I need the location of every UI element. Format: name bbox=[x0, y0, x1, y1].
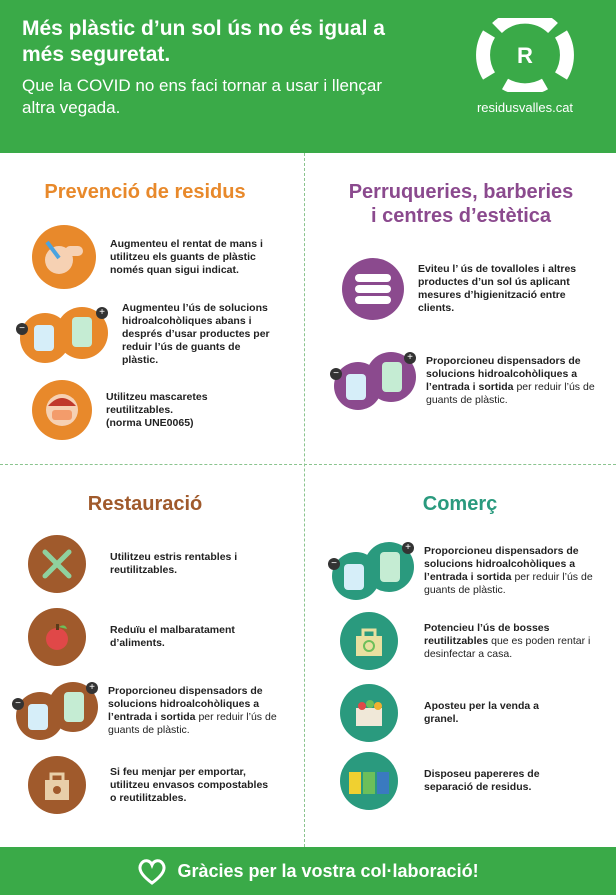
list-item bbox=[16, 302, 292, 367]
item-text: Disposeu papereres de separació de residus. bbox=[424, 768, 540, 793]
item-text-bold: Potencieu l’ús de bosses reutilitzables bbox=[424, 621, 550, 647]
item-text bbox=[426, 355, 598, 407]
sanitizer-gloves-icon: − + bbox=[12, 680, 98, 742]
site-url[interactable]: residusvalles.cat bbox=[476, 100, 574, 115]
list-item bbox=[328, 540, 612, 602]
item-text: Eviteu l’ ús de tovalloles i altres productes d’un sol ús aplicant mesures d’higienització entre clients. bbox=[418, 263, 577, 314]
apple-icon bbox=[28, 608, 86, 666]
section-title-prevencio: Prevenció de residus bbox=[44, 181, 246, 203]
svg-text:R: R bbox=[517, 43, 533, 68]
list-item bbox=[28, 535, 298, 593]
list-item bbox=[342, 258, 606, 320]
item-text: Utilitzeu mascaretes reutilitzables. bbox=[106, 390, 208, 416]
list-item bbox=[28, 608, 298, 666]
list-item bbox=[32, 225, 292, 289]
footer-text: Gràcies per la vostra col·laboració! bbox=[177, 860, 479, 881]
list-item bbox=[12, 680, 302, 742]
sanitizer-gloves-icon: − + bbox=[328, 540, 414, 602]
section-title-comerc: Comerç bbox=[422, 493, 498, 515]
header-banner bbox=[0, 0, 616, 153]
divider-vertical bbox=[304, 153, 305, 847]
list-item bbox=[340, 684, 610, 742]
list-item bbox=[32, 380, 292, 440]
towels-icon bbox=[342, 258, 404, 320]
item-text-rest: que es poden rentar i desinfectar a casa. bbox=[424, 634, 591, 660]
item-text: Aposteu per la venda a granel. bbox=[424, 700, 539, 725]
item-text: Utilitzeu estris rentables i reutilitzables. bbox=[110, 551, 238, 576]
sanitizer-gloves-icon: − + bbox=[330, 350, 416, 412]
section-title-restauracio: Restauració bbox=[87, 493, 203, 515]
item-text-bold: Proporcioneu dispensadors de solucions hidroalcohòliques a l’entrada i sortida bbox=[108, 685, 263, 723]
item-text bbox=[424, 545, 598, 597]
item-text-bold: Proporcioneu dispensadors de solucions hidroalcohòliques a l’entrada i sortida bbox=[426, 355, 581, 393]
page-subtitle: Que la COVID no ens faci tornar a usar i llençar altra vegada. bbox=[22, 76, 382, 117]
item-text: Augmenteu l’ús de solucions hidroalcohòliques abans i després d’usar productes per reduir l’ús de guants de plàstic. bbox=[122, 302, 270, 366]
footer-banner bbox=[0, 847, 616, 895]
logo-ring-icon bbox=[475, 18, 575, 92]
item-text: Augmenteu el rentat de mans i utilitzeu els guants de plàstic només quan sigui indicat. bbox=[110, 237, 263, 276]
list-item bbox=[28, 756, 298, 814]
section-title-perruqueries bbox=[316, 180, 606, 228]
item-text-bold: Proporcioneu dispensadors de solucions hidroalcohòliques a l’entrada i sortida bbox=[424, 545, 579, 583]
bins-icon bbox=[340, 752, 398, 810]
mask-icon bbox=[32, 380, 92, 440]
list-item bbox=[340, 752, 610, 810]
item-text bbox=[424, 622, 594, 661]
page-title: Més plàstic d’un sol ús no és igual a més seguretat. bbox=[22, 17, 385, 66]
divider-horizontal bbox=[0, 464, 616, 465]
title-line: Perruqueries, barberies bbox=[348, 181, 574, 203]
item-text-rest: per reduir l’ús de guants de plàstic. bbox=[424, 571, 593, 596]
list-item bbox=[330, 350, 612, 412]
cutlery-icon bbox=[28, 535, 86, 593]
item-text-rest: per reduir l’ús de guants de plàstic. bbox=[108, 711, 277, 736]
item-note: (norma UNE0065) bbox=[106, 416, 194, 429]
item-text-rest: per reduir l’ús de guants de plàstic. bbox=[426, 381, 595, 406]
bulk-icon bbox=[340, 684, 398, 742]
sanitizer-gloves-icon: − + bbox=[16, 303, 108, 367]
handwash-icon bbox=[32, 225, 96, 289]
bag-icon bbox=[340, 612, 398, 670]
item-text bbox=[108, 685, 278, 737]
takeaway-icon bbox=[28, 756, 86, 814]
item-text: Si feu menjar per emportar, utilitzeu envasos compostables o reutilitzables. bbox=[110, 765, 269, 804]
list-item bbox=[340, 612, 610, 670]
item-text: Reduïu el malbaratament d’aliments. bbox=[110, 624, 235, 649]
hands-heart-icon bbox=[137, 857, 167, 885]
title-line: i centres d’estètica bbox=[370, 205, 552, 227]
